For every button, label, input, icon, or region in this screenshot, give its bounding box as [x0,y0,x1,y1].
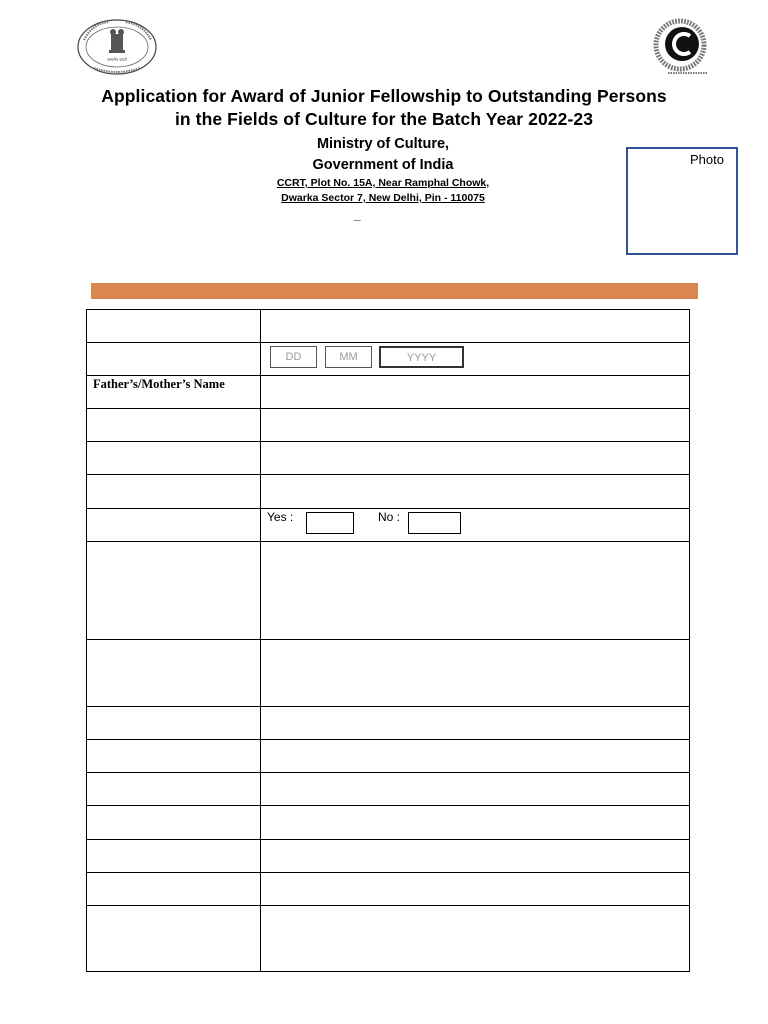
no-label: No : [378,509,401,524]
form-row [87,310,690,343]
form-row-label [87,639,261,706]
form-row-label [87,409,261,442]
government-name: Government of India [312,157,454,173]
form-row [87,442,690,475]
form-row-label [87,343,261,376]
form-row-label [87,508,261,541]
form-row [87,707,690,740]
form-row-label [87,442,261,475]
ministry-name: Ministry of Culture, [316,136,450,152]
form-row-label [87,773,261,806]
section-band [91,283,698,299]
address-line-2: Dwarka Sector 7, New Delhi, Pin - 110075 [281,192,485,204]
form-row-label [87,475,261,508]
form-row-label [87,310,261,343]
parent-name-label: Father’s/Mother’s Name [93,377,225,392]
day-input[interactable]: DD [270,346,317,368]
form-row-input[interactable] [261,707,690,740]
form-row-textarea[interactable] [261,639,690,706]
photo-box[interactable] [626,147,738,255]
application-form-table [86,309,690,972]
form-row-label [87,905,261,971]
page-title-line-2: in the Fields of Culture for the Batch Year 2022-23 [174,109,594,129]
form-row-input[interactable] [261,872,690,905]
form-row [87,839,690,872]
form-row-input[interactable] [261,740,690,773]
form-row [87,806,690,839]
date-of-birth-cell [261,343,690,376]
form-row [87,475,690,508]
form-row [87,376,690,409]
form-row-input[interactable] [261,839,690,872]
page-title-line-1: Application for Award of Junior Fellowship to Outstanding Persons [101,86,667,106]
form-row-date [87,343,690,376]
yes-label: Yes : [267,509,294,524]
form-row [87,541,690,639]
form-row-label [87,806,261,839]
svg-text:सत्यमेव जयते: सत्यमेव जयते [107,57,127,62]
yes-checkbox[interactable] [306,512,354,534]
form-row-input[interactable] [261,409,690,442]
form-row [87,905,690,971]
form-row [87,409,690,442]
month-input[interactable]: MM [325,346,372,368]
form-row-label [87,872,261,905]
form-row [87,872,690,905]
photo-label: Photo [690,152,724,167]
form-row-input[interactable] [261,475,690,508]
form-row-input[interactable] [261,773,690,806]
form-row [87,773,690,806]
year-input[interactable]: YYYY [379,346,464,368]
ministry-of-culture-emblem-icon [76,18,158,76]
yes-no-cell [261,508,690,541]
form-row [87,639,690,706]
form-row-textarea[interactable] [261,905,690,971]
form-row-label [87,376,261,409]
form-row-yes-no [87,508,690,541]
dash-mark: _ [354,208,361,222]
form-row-input[interactable] [261,442,690,475]
address-line-1: CCRT, Plot No. 15A, Near Ramphal Chowk, [276,177,490,189]
form-row-label [87,707,261,740]
form-row-label [87,839,261,872]
form-row-label [87,541,261,639]
ccrt-logo-icon [638,17,724,81]
form-row-input[interactable] [261,806,690,839]
form-row-label [87,740,261,773]
parent-name-input[interactable] [261,376,690,409]
no-checkbox[interactable] [408,512,461,534]
form-row-textarea[interactable] [261,541,690,639]
form-row-input[interactable] [261,310,690,343]
form-row [87,740,690,773]
